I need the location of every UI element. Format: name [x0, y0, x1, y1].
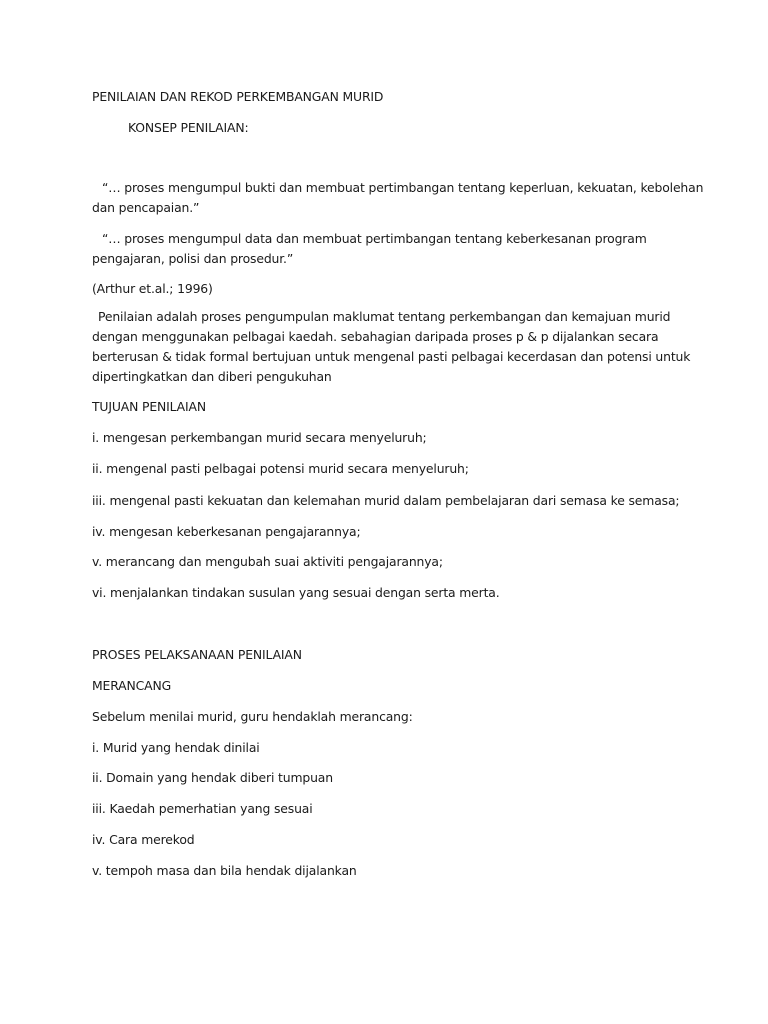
document-title: PENILAIAN DAN REKOD PERKEMBANGAN MURID: [92, 89, 384, 104]
citation: (Arthur et.al.; 1996): [92, 281, 213, 296]
list-item: i. mengesan perkembangan murid secara menyeluruh;: [92, 430, 427, 445]
definition-line-2: dengan menggunakan pelbagai kaedah. sebahagian daripada proses p & p dijalankan secara: [92, 329, 659, 344]
proses-intro: Sebelum menilai murid, guru hendaklah merancang:: [92, 709, 413, 724]
list-item: iii. mengenal pasti kekuatan dan kelemahan murid dalam pembelajaran dari semasa ke semasa;: [92, 493, 680, 508]
section-heading-tujuan: TUJUAN PENILAIAN: [92, 399, 206, 414]
list-item: ii. mengenal pasti pelbagai potensi murid secara menyeluruh;: [92, 461, 469, 476]
list-item: iii. Kaedah pemerhatian yang sesuai: [92, 801, 313, 816]
list-item: vi. menjalankan tindakan susulan yang sesuai dengan serta merta.: [92, 585, 500, 600]
definition-line-1: Penilaian adalah proses pengumpulan maklumat tentang perkembangan dan kemajuan murid: [98, 309, 671, 324]
section-heading-konsep: KONSEP PENILAIAN:: [128, 120, 249, 135]
definition-line-4: dipertingkatkan dan diberi pengukuhan: [92, 369, 332, 384]
list-item: iv. mengesan keberkesanan pengajarannya;: [92, 524, 361, 539]
list-item: i. Murid yang hendak dinilai: [92, 740, 260, 755]
list-item: ii. Domain yang hendak diberi tumpuan: [92, 770, 333, 785]
quote-2-line-1: “… proses mengumpul data dan membuat pertimbangan tentang keberkesanan program: [102, 231, 647, 246]
quote-1-line-2: dan pencapaian.”: [92, 200, 200, 215]
list-item: v. merancang dan mengubah suai aktiviti pengajarannya;: [92, 554, 443, 569]
subheading-merancang: MERANCANG: [92, 678, 172, 693]
quote-2-line-2: pengajaran, polisi dan prosedur.”: [92, 251, 294, 266]
section-heading-proses: PROSES PELAKSANAAN PENILAIAN: [92, 647, 302, 662]
list-item: iv. Cara merekod: [92, 832, 195, 847]
definition-line-3: berterusan & tidak formal bertujuan untuk mengenal pasti pelbagai kecerdasan dan potensi untuk: [92, 349, 691, 364]
list-item: v. tempoh masa dan bila hendak dijalankan: [92, 863, 357, 878]
quote-1-line-1: “… proses mengumpul bukti dan membuat pertimbangan tentang keperluan, kekuatan, kebolehan: [102, 180, 704, 195]
